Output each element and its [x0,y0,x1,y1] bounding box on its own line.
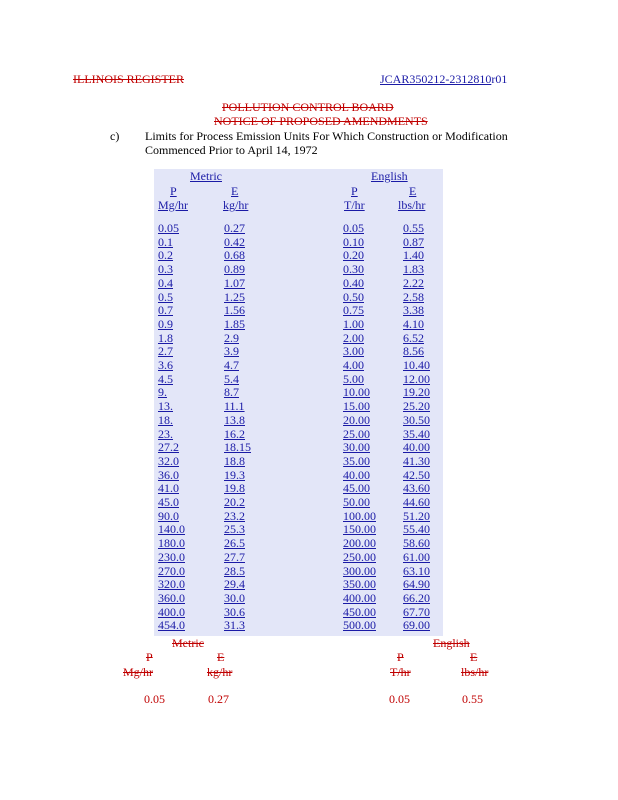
table-cell: 19.3 [224,467,245,482]
section-heading-line1: Limits for Process Emission Units For Which Construction or Modification [145,129,508,143]
table-cell: 1.8 [158,330,173,345]
old-english-e-unit: lbs/hr [461,665,489,679]
table-cell: 0.55 [403,221,424,235]
old-metric-e-header: E [217,650,225,664]
table-cell: 0.30 [343,262,364,277]
table-cell: 30.50 [403,412,430,427]
table-cell: 18. [158,412,173,427]
table-cell: 320.0 [158,577,185,592]
table-cell: 400.0 [158,604,185,619]
table-cell: 6.52 [403,330,424,345]
table-cell: 28.5 [224,563,245,578]
table-cell: 11.1 [224,399,245,414]
table-cell: 4.00 [343,358,364,373]
table-cell: 18.8 [224,453,245,468]
table-cell: 45.00 [343,481,370,496]
table-cell: 19.8 [224,481,245,496]
table-cell: 3.9 [224,344,239,359]
table-cell: 8.7 [224,385,239,400]
metric-p-column [158,221,185,633]
table-cell: 2.7 [158,344,173,359]
english-e-header: E [409,184,417,198]
table-cell: 0.68 [224,248,245,263]
table-cell: 26.5 [224,536,245,551]
table-cell: 29.4 [224,577,245,592]
table-cell: 10.40 [403,358,430,373]
table-cell: 454.0 [158,618,185,633]
table-cell: 55.40 [403,522,430,537]
metric-label: Metric [190,169,222,183]
table-cell: 40.00 [403,440,430,455]
table-cell: 25.00 [343,426,370,441]
table-cell: 5.4 [224,371,239,386]
table-cell: 150.00 [343,522,376,537]
table-cell: 1.83 [403,262,424,277]
table-cell: 0.10 [343,234,364,249]
table-cell: 40.00 [343,467,370,482]
english-label: English [371,169,408,183]
table-cell: 1.07 [224,275,245,290]
old-metric-p-unit: Mg/hr [123,665,153,679]
table-cell: 64.90 [403,577,430,592]
table-cell: 5.00 [343,371,364,386]
table-cell: 4.10 [403,316,424,331]
table-cell: 1.25 [224,289,245,304]
table-cell: 25.20 [403,399,430,414]
table-cell: 1.56 [224,303,245,318]
register-title: ILLINOIS REGISTER [73,72,184,86]
section-heading [145,129,508,157]
jcar-code-prefix: JCAR350212-2312810 [380,72,492,86]
table-cell: 0.20 [343,248,364,263]
table-cell: 2.58 [403,289,424,304]
table-cell: 69.00 [403,618,430,633]
table-cell: 270.0 [158,563,185,578]
metric-p-unit: Mg/hr [158,198,188,212]
old-row-english-p: 0.05 [389,692,410,706]
table-cell: 30.6 [224,604,245,619]
metric-e-header: E [231,184,239,198]
table-cell: 3.00 [343,344,364,359]
table-cell: 44.60 [403,495,430,510]
table-cell: 13. [158,399,173,414]
table-cell: 20.00 [343,412,370,427]
table-cell: 0.50 [343,289,364,304]
table-cell: 0.05 [158,221,179,235]
table-cell: 51.20 [403,508,430,523]
table-cell: 0.87 [403,234,424,249]
table-cell: 50.00 [343,495,370,510]
old-metric-p-header: P [146,650,153,664]
notice-title: NOTICE OF PROPOSED AMENDMENTS [214,114,428,128]
table-cell: 4.5 [158,371,173,386]
old-english-p-unit: T/hr [390,665,411,679]
table-cell: 1.40 [403,248,424,263]
table-cell: 0.40 [343,275,364,290]
old-english-label: English [433,636,470,650]
table-cell: 13.8 [224,412,245,427]
table-cell: 43.60 [403,481,430,496]
table-cell: 32.0 [158,453,179,468]
table-cell: 8.56 [403,344,424,359]
table-cell: 90.0 [158,508,179,523]
table-cell: 36.0 [158,467,179,482]
section-label: c) [110,129,120,143]
table-cell: 45.0 [158,495,179,510]
table-cell: 25.3 [224,522,245,537]
old-row-metric-e: 0.27 [208,692,229,706]
table-cell: 0.3 [158,262,173,277]
table-cell: 20.2 [224,495,245,510]
english-e-unit: lbs/hr [398,198,426,212]
table-cell: 400.00 [343,590,376,605]
table-cell: 41.30 [403,453,430,468]
english-p-header: P [351,184,358,198]
table-cell: 61.00 [403,549,430,564]
table-cell: 30.0 [224,590,245,605]
table-cell: 0.42 [224,234,245,249]
table-cell: 0.9 [158,316,173,331]
table-cell: 18.15 [224,440,251,455]
table-cell: 2.00 [343,330,364,345]
table-cell: 23. [158,426,173,441]
table-cell: 66.20 [403,590,430,605]
table-cell: 360.0 [158,590,185,605]
table-cell: 3.6 [158,358,173,373]
table-cell: 67.70 [403,604,430,619]
table-cell: 41.0 [158,481,179,496]
section-heading-line2: Commenced Prior to April 14, 1972 [145,143,318,157]
metric-p-header: P [170,184,177,198]
old-metric-label: Metric [172,636,204,650]
english-e-column [403,222,430,633]
table-cell: 0.4 [158,275,173,290]
table-cell: 30.00 [343,440,370,455]
table-cell: 23.2 [224,508,245,523]
old-english-p-header: P [397,650,404,664]
table-cell: 230.0 [158,549,185,564]
table-cell: 0.27 [224,221,245,235]
table-cell: 27.2 [158,440,179,455]
table-cell: 15.00 [343,399,370,414]
table-cell: 1.85 [224,316,245,331]
table-cell: 0.89 [224,262,245,277]
english-p-column [343,221,376,633]
table-cell: 1.00 [343,316,364,331]
table-cell: 9. [158,385,167,400]
table-cell: 500.00 [343,618,376,633]
old-row-metric-p: 0.05 [144,692,165,706]
table-cell: 200.00 [343,536,376,551]
table-cell: 2.9 [224,330,239,345]
old-english-e-header: E [470,650,478,664]
table-cell: 0.5 [158,289,173,304]
table-cell: 100.00 [343,508,376,523]
table-cell: 31.3 [224,618,245,633]
old-row-english-e: 0.55 [462,692,483,706]
table-cell: 2.22 [403,275,424,290]
metric-e-unit: kg/hr [223,198,249,212]
table-cell: 12.00 [403,371,430,386]
table-cell: 0.7 [158,303,173,318]
table-cell: 0.75 [343,303,364,318]
table-cell: 3.38 [403,303,424,318]
table-cell: 35.00 [343,453,370,468]
jcar-code [380,72,507,87]
table-cell: 0.1 [158,234,173,249]
jcar-code-suffix: r01 [491,72,508,86]
table-cell: 42.50 [403,467,430,482]
new-table-background [154,169,443,636]
metric-e-column [224,222,253,633]
table-cell: 180.0 [158,536,185,551]
table-cell: 58.60 [403,536,430,551]
table-cell: 63.10 [403,563,430,578]
table-cell: 140.0 [158,522,185,537]
table-cell: 19.20 [403,385,430,400]
table-cell: 0.05 [343,221,364,235]
table-cell: 450.00 [343,604,376,619]
old-metric-e-unit: kg/hr [207,665,233,679]
table-cell: 4.7 [224,358,239,373]
english-p-unit: T/hr [344,198,365,212]
table-cell: 16.2 [224,426,245,441]
table-cell: 0.2 [158,248,173,263]
table-cell: 10.00 [343,385,370,400]
table-cell: 350.00 [343,577,376,592]
table-cell: 27.7 [224,549,245,564]
board-title: POLLUTION CONTROL BOARD [222,100,394,114]
table-cell: 35.40 [403,426,430,441]
table-cell: 300.00 [343,563,376,578]
table-cell: 250.00 [343,549,376,564]
